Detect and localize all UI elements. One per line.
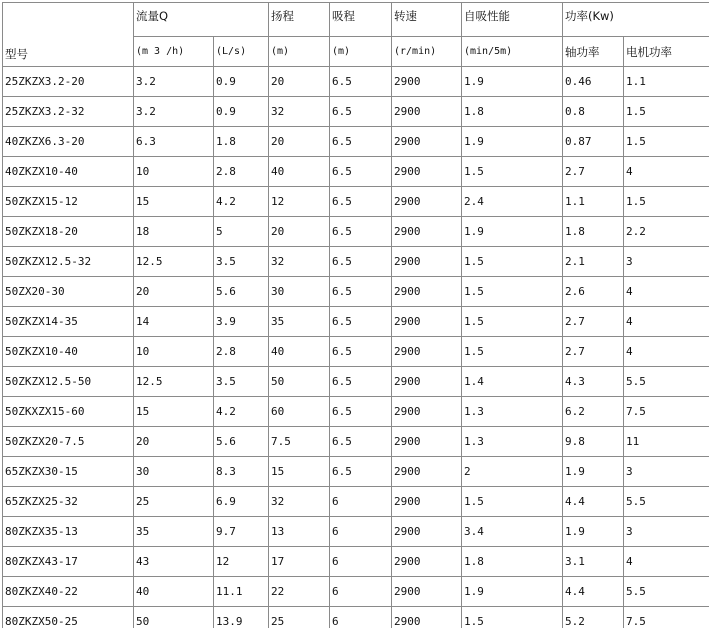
speed-cell: 2900 (392, 67, 462, 97)
speed-cell: 2900 (392, 337, 462, 367)
shaft-power-cell: 1.9 (563, 457, 624, 487)
motor-power-cell: 4 (624, 277, 710, 307)
flow-m3h-cell: 6.3 (134, 127, 214, 157)
suction-cell: 6.5 (330, 337, 392, 367)
motor-power-cell: 1.5 (624, 127, 710, 157)
shaft-power-cell: 9.8 (563, 427, 624, 457)
speed-cell: 2900 (392, 547, 462, 577)
header-suction: 吸程 (330, 3, 392, 37)
model-cell: 65ZKZX30-15 (3, 457, 134, 487)
self-priming-cell: 1.9 (462, 217, 563, 247)
flow-m3h-cell: 20 (134, 427, 214, 457)
suction-cell: 6.5 (330, 217, 392, 247)
flow-m3h-cell: 35 (134, 517, 214, 547)
self-priming-cell: 2 (462, 457, 563, 487)
speed-cell: 2900 (392, 157, 462, 187)
suction-cell: 6.5 (330, 277, 392, 307)
table-body (3, 67, 710, 629)
model-cell: 65ZKZX25-32 (3, 487, 134, 517)
suction-cell: 6.5 (330, 397, 392, 427)
speed-cell: 2900 (392, 577, 462, 607)
table-row (3, 457, 710, 487)
head-cell: 35 (269, 307, 330, 337)
self-priming-cell: 1.5 (462, 247, 563, 277)
motor-power-cell: 7.5 (624, 397, 710, 427)
suction-cell: 6.5 (330, 427, 392, 457)
shaft-power-cell: 1.8 (563, 217, 624, 247)
header-flow: 流量Q (134, 3, 269, 37)
model-cell: 50ZKZX12.5-50 (3, 367, 134, 397)
self-priming-cell: 1.9 (462, 577, 563, 607)
head-cell: 17 (269, 547, 330, 577)
model-cell: 80ZKZX35-13 (3, 517, 134, 547)
head-cell: 12 (269, 187, 330, 217)
self-priming-cell: 1.4 (462, 367, 563, 397)
table-row (3, 427, 710, 457)
head-cell: 40 (269, 157, 330, 187)
motor-power-cell: 4 (624, 307, 710, 337)
flow-m3h-cell: 50 (134, 607, 214, 629)
motor-power-cell: 2.2 (624, 217, 710, 247)
suction-cell: 6 (330, 547, 392, 577)
table-row (3, 277, 710, 307)
speed-cell: 2900 (392, 397, 462, 427)
flow-m3h-cell: 14 (134, 307, 214, 337)
head-cell: 20 (269, 217, 330, 247)
motor-power-cell: 11 (624, 427, 710, 457)
motor-power-cell: 4 (624, 547, 710, 577)
flow-m3h-cell: 15 (134, 397, 214, 427)
table-row (3, 367, 710, 397)
shaft-power-cell: 1.1 (563, 187, 624, 217)
table-row (3, 247, 710, 277)
flow-ls-cell: 4.2 (214, 187, 269, 217)
flow-m3h-cell: 20 (134, 277, 214, 307)
head-cell: 32 (269, 97, 330, 127)
suction-cell: 6.5 (330, 97, 392, 127)
flow-m3h-cell: 10 (134, 337, 214, 367)
header-motor-power: 电机功率 (624, 37, 710, 67)
header-head-unit: (m) (269, 37, 330, 67)
flow-ls-cell: 1.8 (214, 127, 269, 157)
flow-m3h-cell: 18 (134, 217, 214, 247)
shaft-power-cell: 4.4 (563, 487, 624, 517)
head-cell: 50 (269, 367, 330, 397)
flow-ls-cell: 5.6 (214, 277, 269, 307)
self-priming-cell: 1.5 (462, 307, 563, 337)
self-priming-cell: 1.5 (462, 607, 563, 629)
suction-cell: 6 (330, 607, 392, 629)
motor-power-cell: 3 (624, 517, 710, 547)
model-cell: 25ZKZX3.2-32 (3, 97, 134, 127)
model-cell: 40ZKZX10-40 (3, 157, 134, 187)
shaft-power-cell: 3.1 (563, 547, 624, 577)
head-cell: 60 (269, 397, 330, 427)
table-row (3, 67, 710, 97)
header-model: 型号 (3, 3, 134, 67)
shaft-power-cell: 2.7 (563, 307, 624, 337)
self-priming-cell: 1.8 (462, 547, 563, 577)
head-cell: 32 (269, 247, 330, 277)
table-row (3, 307, 710, 337)
flow-ls-cell: 2.8 (214, 157, 269, 187)
flow-m3h-cell: 30 (134, 457, 214, 487)
suction-cell: 6.5 (330, 157, 392, 187)
flow-ls-cell: 13.9 (214, 607, 269, 629)
shaft-power-cell: 0.46 (563, 67, 624, 97)
head-cell: 15 (269, 457, 330, 487)
self-priming-cell: 3.4 (462, 517, 563, 547)
shaft-power-cell: 4.4 (563, 577, 624, 607)
flow-m3h-cell: 12.5 (134, 367, 214, 397)
flow-ls-cell: 5 (214, 217, 269, 247)
table-row (3, 217, 710, 247)
self-priming-cell: 1.5 (462, 337, 563, 367)
table-row (3, 157, 710, 187)
speed-cell: 2900 (392, 307, 462, 337)
header-suction-unit: (m) (330, 37, 392, 67)
suction-cell: 6 (330, 577, 392, 607)
self-priming-cell: 1.3 (462, 427, 563, 457)
speed-cell: 2900 (392, 487, 462, 517)
table-row (3, 577, 710, 607)
motor-power-cell: 4 (624, 157, 710, 187)
model-cell: 50ZKZX15-12 (3, 187, 134, 217)
speed-cell: 2900 (392, 127, 462, 157)
flow-m3h-cell: 25 (134, 487, 214, 517)
flow-ls-cell: 5.6 (214, 427, 269, 457)
motor-power-cell: 5.5 (624, 487, 710, 517)
head-cell: 32 (269, 487, 330, 517)
flow-ls-cell: 4.2 (214, 397, 269, 427)
suction-cell: 6.5 (330, 127, 392, 157)
table-row (3, 517, 710, 547)
model-cell: 25ZKZX3.2-20 (3, 67, 134, 97)
model-cell: 40ZKZX6.3-20 (3, 127, 134, 157)
header-speed-unit: (r/min) (392, 37, 462, 67)
table-row (3, 97, 710, 127)
self-priming-cell: 1.9 (462, 127, 563, 157)
motor-power-cell: 5.5 (624, 367, 710, 397)
self-priming-cell: 1.5 (462, 487, 563, 517)
head-cell: 30 (269, 277, 330, 307)
model-cell: 50ZKZX18-20 (3, 217, 134, 247)
head-cell: 20 (269, 127, 330, 157)
table-row (3, 487, 710, 517)
table-row (3, 337, 710, 367)
header-speed: 转速 (392, 3, 462, 37)
self-priming-cell: 1.9 (462, 67, 563, 97)
flow-ls-cell: 0.9 (214, 67, 269, 97)
flow-ls-cell: 0.9 (214, 97, 269, 127)
head-cell: 22 (269, 577, 330, 607)
head-cell: 7.5 (269, 427, 330, 457)
speed-cell: 2900 (392, 187, 462, 217)
suction-cell: 6 (330, 517, 392, 547)
shaft-power-cell: 0.8 (563, 97, 624, 127)
speed-cell: 2900 (392, 607, 462, 629)
pump-spec-table (2, 2, 709, 628)
model-cell: 80ZKZX40-22 (3, 577, 134, 607)
shaft-power-cell: 1.9 (563, 517, 624, 547)
motor-power-cell: 4 (624, 337, 710, 367)
self-priming-cell: 1.5 (462, 277, 563, 307)
motor-power-cell: 1.1 (624, 67, 710, 97)
model-cell: 50ZKXZX15-60 (3, 397, 134, 427)
model-cell: 80ZKZX50-25 (3, 607, 134, 629)
self-priming-cell: 1.3 (462, 397, 563, 427)
table-row (3, 187, 710, 217)
flow-m3h-cell: 3.2 (134, 67, 214, 97)
model-cell: 80ZKZX43-17 (3, 547, 134, 577)
model-cell: 50ZKZX14-35 (3, 307, 134, 337)
self-priming-cell: 1.5 (462, 157, 563, 187)
model-cell: 50ZKZX12.5-32 (3, 247, 134, 277)
speed-cell: 2900 (392, 367, 462, 397)
header-shaft-power: 轴功率 (563, 37, 624, 67)
motor-power-cell: 3 (624, 247, 710, 277)
head-cell: 40 (269, 337, 330, 367)
flow-ls-cell: 12 (214, 547, 269, 577)
header-self-priming-unit: (min/5m) (462, 37, 563, 67)
table-header (3, 3, 710, 67)
shaft-power-cell: 2.1 (563, 247, 624, 277)
shaft-power-cell: 2.7 (563, 157, 624, 187)
suction-cell: 6.5 (330, 187, 392, 217)
suction-cell: 6.5 (330, 67, 392, 97)
flow-ls-cell: 3.9 (214, 307, 269, 337)
shaft-power-cell: 2.6 (563, 277, 624, 307)
motor-power-cell: 1.5 (624, 97, 710, 127)
speed-cell: 2900 (392, 457, 462, 487)
header-power: 功率(Kw) (563, 3, 710, 37)
flow-ls-cell: 11.1 (214, 577, 269, 607)
head-cell: 25 (269, 607, 330, 629)
speed-cell: 2900 (392, 217, 462, 247)
flow-ls-cell: 2.8 (214, 337, 269, 367)
table-row (3, 607, 710, 629)
motor-power-cell: 1.5 (624, 187, 710, 217)
flow-m3h-cell: 10 (134, 157, 214, 187)
header-self-priming: 自吸性能 (462, 3, 563, 37)
speed-cell: 2900 (392, 517, 462, 547)
suction-cell: 6.5 (330, 457, 392, 487)
suction-cell: 6.5 (330, 247, 392, 277)
flow-m3h-cell: 3.2 (134, 97, 214, 127)
header-row-1 (3, 3, 710, 37)
head-cell: 13 (269, 517, 330, 547)
flow-m3h-cell: 43 (134, 547, 214, 577)
speed-cell: 2900 (392, 277, 462, 307)
flow-ls-cell: 6.9 (214, 487, 269, 517)
flow-ls-cell: 3.5 (214, 367, 269, 397)
table-row (3, 397, 710, 427)
header-flow-unit-ls: (L/s) (214, 37, 269, 67)
table-row (3, 127, 710, 157)
self-priming-cell: 1.8 (462, 97, 563, 127)
flow-m3h-cell: 40 (134, 577, 214, 607)
self-priming-cell: 2.4 (462, 187, 563, 217)
speed-cell: 2900 (392, 247, 462, 277)
shaft-power-cell: 6.2 (563, 397, 624, 427)
suction-cell: 6.5 (330, 307, 392, 337)
motor-power-cell: 7.5 (624, 607, 710, 629)
header-head: 扬程 (269, 3, 330, 37)
flow-ls-cell: 8.3 (214, 457, 269, 487)
model-cell: 50ZKZX20-7.5 (3, 427, 134, 457)
flow-m3h-cell: 12.5 (134, 247, 214, 277)
shaft-power-cell: 5.2 (563, 607, 624, 629)
shaft-power-cell: 4.3 (563, 367, 624, 397)
model-cell: 50ZKZX10-40 (3, 337, 134, 367)
motor-power-cell: 5.5 (624, 577, 710, 607)
flow-ls-cell: 9.7 (214, 517, 269, 547)
table-row (3, 547, 710, 577)
shaft-power-cell: 2.7 (563, 337, 624, 367)
speed-cell: 2900 (392, 427, 462, 457)
header-flow-unit-m3h: (m 3 /h) (134, 37, 214, 67)
head-cell: 20 (269, 67, 330, 97)
flow-ls-cell: 3.5 (214, 247, 269, 277)
motor-power-cell: 3 (624, 457, 710, 487)
suction-cell: 6.5 (330, 367, 392, 397)
speed-cell: 2900 (392, 97, 462, 127)
shaft-power-cell: 0.87 (563, 127, 624, 157)
flow-m3h-cell: 15 (134, 187, 214, 217)
table-container (2, 2, 709, 628)
model-cell: 50ZX20-30 (3, 277, 134, 307)
suction-cell: 6 (330, 487, 392, 517)
